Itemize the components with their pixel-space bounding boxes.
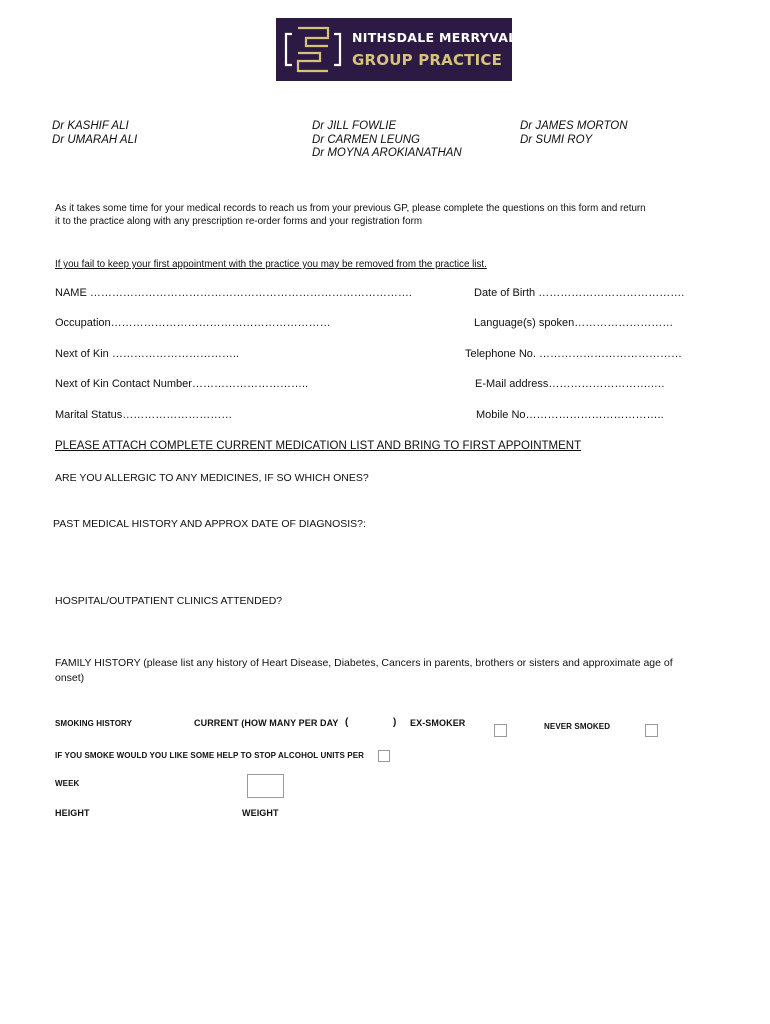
height-label: HEIGHT — [55, 808, 90, 818]
intro-text — [55, 202, 745, 228]
never-smoked-label: NEVER SMOKED — [544, 722, 611, 731]
doctor-name: Dr MOYNA AROKIANATHAN — [312, 147, 462, 159]
paren-open: ( — [345, 717, 349, 728]
ex-smoker-checkbox[interactable] — [494, 724, 507, 737]
stop-smoking-help-text: IF YOU SMOKE WOULD YOU LIKE SOME HELP TO STOP — [55, 751, 276, 760]
kin-contact-field[interactable]: Next of Kin Contact Number………………………….. — [55, 378, 309, 390]
medical-history-question: PAST MEDICAL HISTORY AND APPROX DATE OF DIAGNOSIS?: — [53, 518, 366, 530]
weight-label: WEIGHT — [242, 808, 279, 818]
doctor-name: Dr UMARAH ALI — [52, 133, 138, 146]
alcohol-units-input[interactable] — [247, 774, 284, 798]
dob-field[interactable]: Date of Birth …………………………………. — [474, 287, 685, 299]
medication-heading: PLEASE ATTACH COMPLETE CURRENT MEDICATION LIST AND BRING TO FIRST APPOINTMENT — [55, 440, 582, 452]
doctor-list-col3 — [520, 120, 628, 147]
alcohol-week-label: WEEK — [55, 779, 80, 788]
mobile-field[interactable]: Mobile No……………………………….. — [476, 409, 664, 421]
doctor-list-col1 — [52, 120, 137, 147]
alcohol-units-label: ALCOHOL UNITS PER — [278, 751, 365, 760]
logo-line2: GROUP PRACTICE — [352, 51, 503, 69]
language-field[interactable]: Language(s) spoken……………………… — [474, 317, 674, 329]
smoking-history-label: SMOKING HISTORY — [55, 719, 133, 728]
doctor-name: Dr JAMES MORTON — [520, 120, 628, 132]
doctor-name: Dr KASHIF ALI — [52, 120, 129, 132]
marital-status-field[interactable]: Marital Status………………………… — [55, 409, 233, 421]
practice-logo — [276, 18, 526, 81]
doctor-list-col2 — [312, 120, 462, 161]
telephone-field[interactable]: Telephone No. ………………………………… — [465, 348, 682, 360]
never-smoked-checkbox[interactable] — [645, 724, 658, 737]
family-history-question — [55, 656, 673, 686]
smoking-current-label: CURRENT (HOW MANY PER DAY — [194, 718, 339, 728]
removal-warning: If you fail to keep your first appointment with the practice you may be removed from the practice list. — [55, 259, 487, 270]
allergy-question: ARE YOU ALLERGIC TO ANY MEDICINES, IF SO WHICH ONES? — [55, 472, 369, 484]
intro-line1: As it takes some time for your medical records to reach us from your previous GP, please complete the questions on this form and return — [55, 203, 646, 214]
logo-mark-icon — [276, 18, 352, 81]
intro-line2: it to the practice along with any prescription re-order forms and your registration form — [55, 216, 423, 227]
hospital-question: HOSPITAL/OUTPATIENT CLINICS ATTENDED? — [55, 595, 283, 607]
occupation-field[interactable]: Occupation…………………………………………………… — [55, 317, 331, 329]
doctor-name: Dr SUMI ROY — [520, 133, 593, 146]
stop-smoking-checkbox[interactable] — [378, 750, 390, 762]
next-of-kin-field[interactable]: Next of Kin …………………………….. — [55, 348, 239, 360]
doctor-name: Dr CARMEN LEUNG — [312, 133, 420, 146]
stop-smoking-help-label — [55, 751, 364, 760]
paren-close: ) — [393, 717, 397, 728]
family-history-line2: onset) — [55, 672, 85, 684]
ex-smoker-label: EX-SMOKER — [410, 718, 466, 728]
doctor-name: Dr JILL FOWLIE — [312, 120, 397, 132]
family-history-line1: FAMILY HISTORY (please list any history of Heart Disease, Diabetes, Cancers in parents, brothers or sisters and approximate age of — [55, 657, 673, 669]
email-field[interactable]: E-Mail address……………………….…. — [475, 378, 665, 390]
logo-line1: NITHSDALE MERRYVALE — [352, 30, 526, 45]
name-field[interactable]: NAME ……………………………………………………………………………. — [55, 287, 412, 299]
